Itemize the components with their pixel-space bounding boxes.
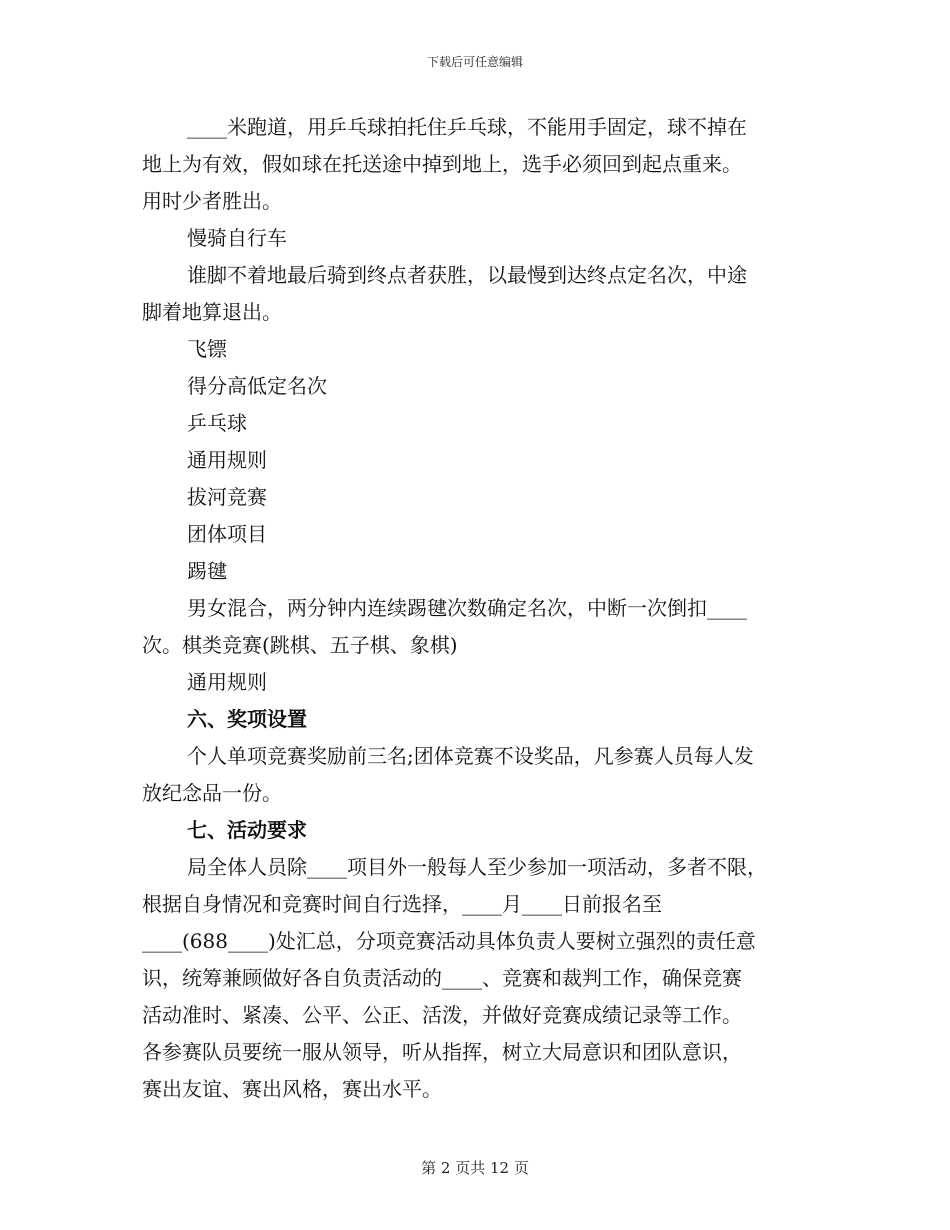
body-line: 踢毽 (187, 559, 227, 583)
section-heading: 六、奖项设置 (187, 707, 307, 731)
body-line: 男女混合，两分钟内连续踢毽次数确定名次，中断一次倒扣____ (187, 596, 747, 620)
body-line: 谁脚不着地最后骑到终点者获胜，以最慢到达终点定名次，中途 (187, 263, 747, 287)
document-body (142, 109, 810, 1108)
body-line: 慢骑自行车 (187, 226, 287, 250)
body-line: 乒乓球 (187, 411, 247, 435)
body-line: 拔河竞赛 (187, 485, 267, 509)
body-line: ____(688____)处汇总，分项竞赛活动具体负责人要树立强烈的责任意 (142, 929, 756, 953)
body-line: 局全体人员除____项目外一般每人至少参加一项活动，多者不限， (187, 855, 767, 879)
body-line: 通用规则 (187, 448, 267, 472)
body-line: 次。棋类竞赛(跳棋、五子棋、象棋) (142, 633, 458, 657)
body-line: 团体项目 (187, 522, 267, 546)
body-line: ____米跑道，用乒乓球拍托住乒乓球，不能用手固定，球不掉在 (187, 115, 747, 139)
body-line: 个人单项竞赛奖励前三名;团体竞赛不设奖品，凡参赛人员每人发 (187, 744, 754, 768)
body-line: 地上为有效，假如球在托送途中掉到地上，选手必须回到起点重来。 (142, 152, 742, 176)
page-header: 下载后可任意编辑 (426, 55, 523, 69)
body-line: 赛出友谊、赛出风格，赛出水平。 (142, 1077, 442, 1101)
body-line: 用时少者胜出。 (142, 189, 282, 213)
body-line: 得分高低定名次 (187, 374, 327, 398)
body-line: 放纪念品一份。 (142, 781, 282, 805)
body-line: 通用规则 (187, 670, 267, 694)
body-line: 脚着地算退出。 (142, 300, 282, 324)
body-line: 识，统筹兼顾做好各自负责活动的____、竞赛和裁判工作，确保竞赛 (142, 966, 742, 990)
section-heading: 七、活动要求 (187, 818, 307, 842)
body-line: 根据自身情况和竞赛时间自行选择，____月____日前报名至 (142, 892, 662, 916)
body-line: 飞镖 (187, 337, 227, 361)
page-footer: 第 2 页共 12 页 (421, 1159, 529, 1177)
body-line: 活动准时、紧凑、公平、公正、活泼，并做好竞赛成绩记录等工作。 (142, 1003, 742, 1027)
body-line: 各参赛队员要统一服从领导，听从指挥，树立大局意识和团队意识， (142, 1040, 742, 1064)
